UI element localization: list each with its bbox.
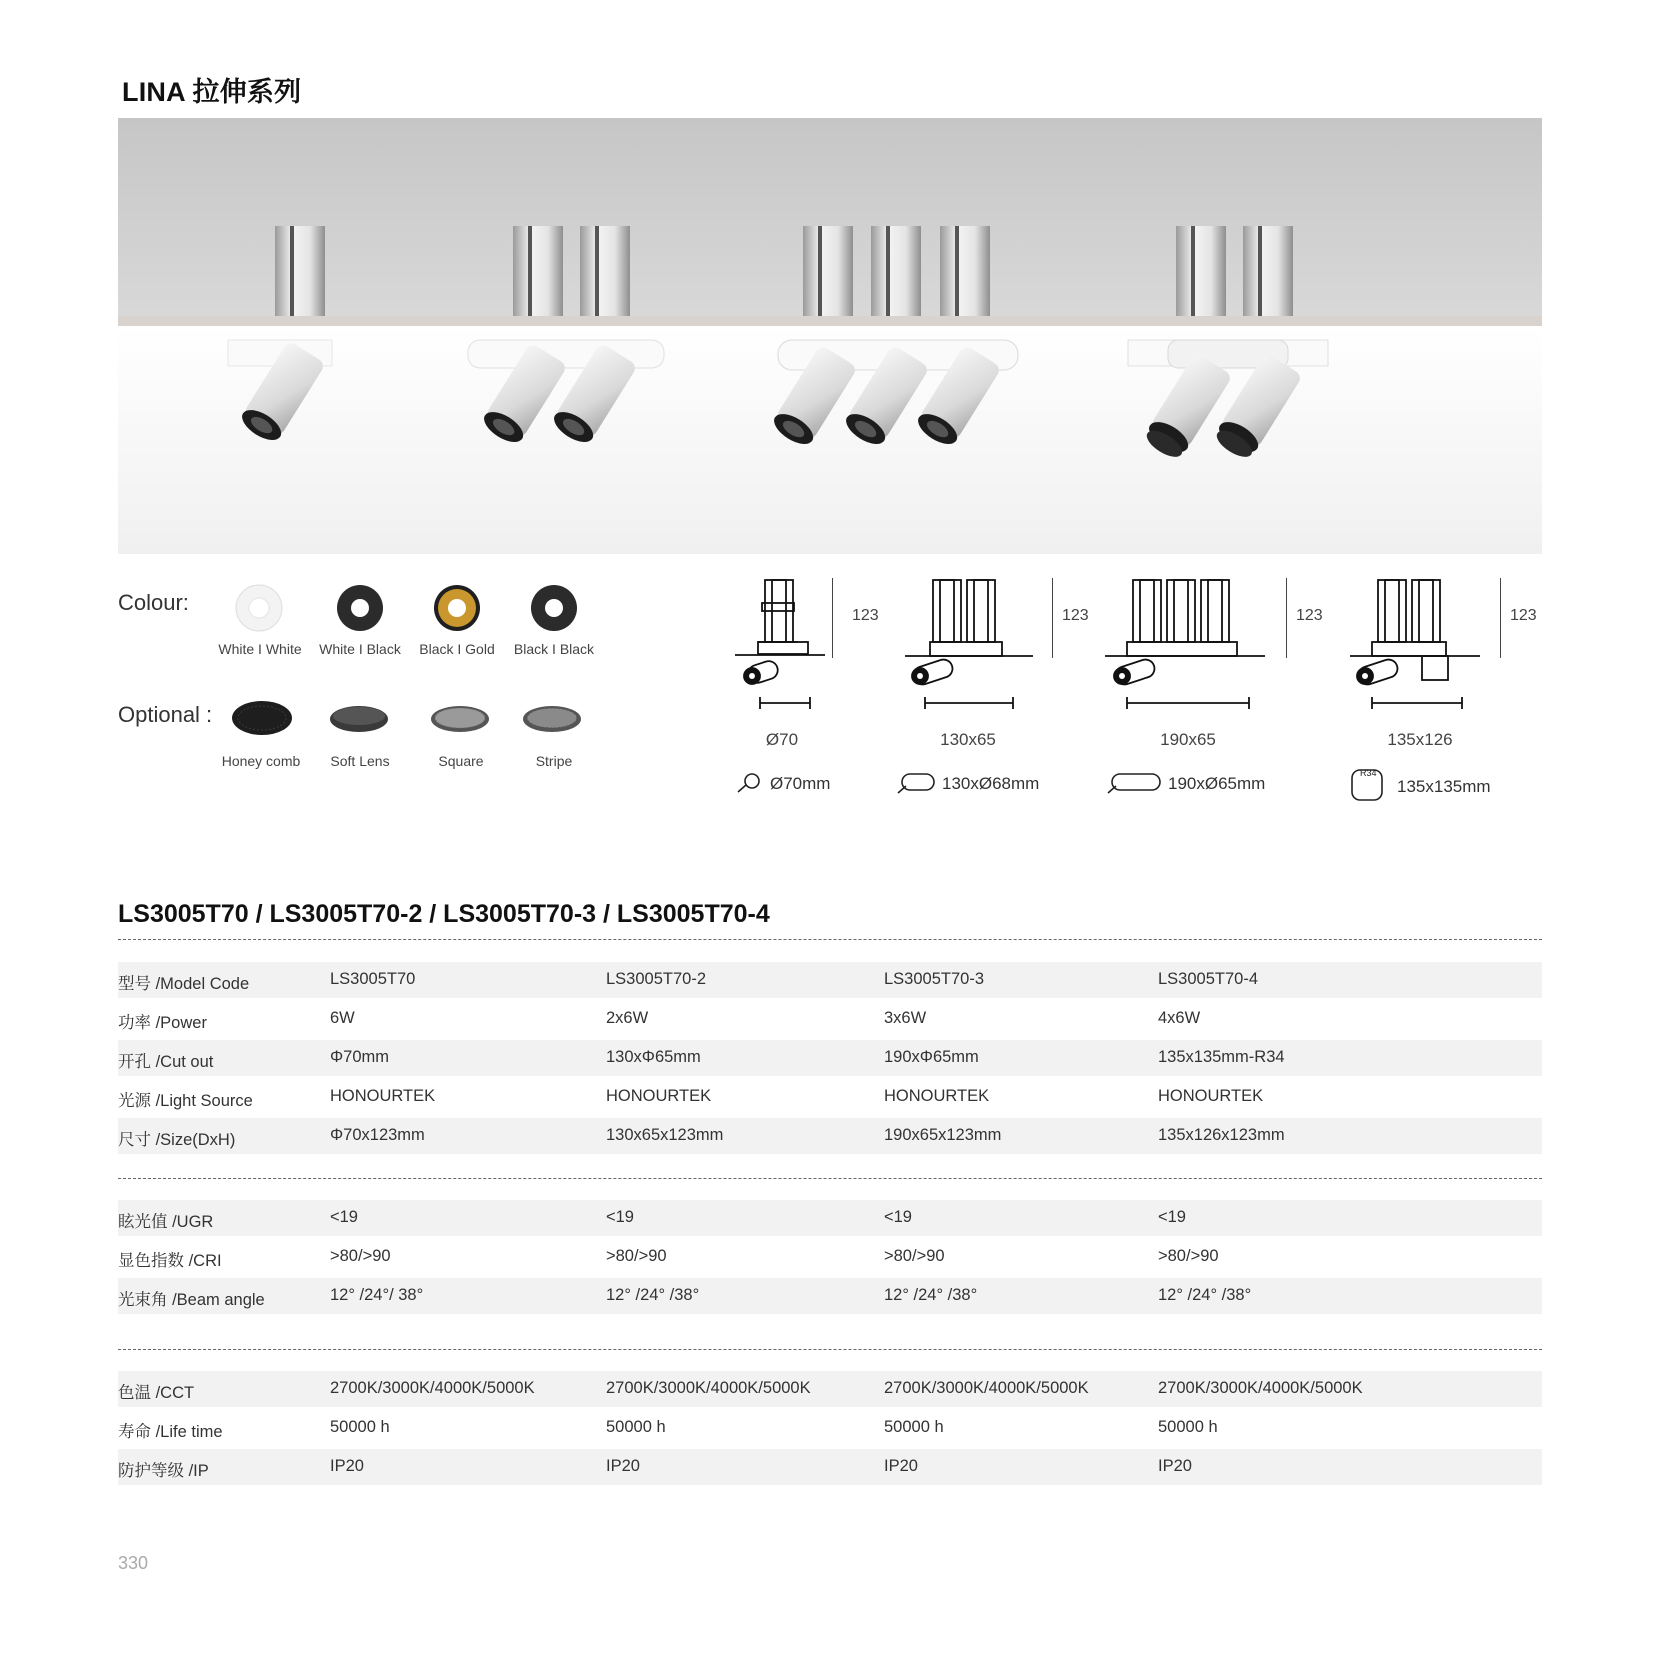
spec-value: 50000 h <box>1158 1418 1218 1436</box>
swatch-label: White I Black <box>319 641 401 657</box>
spec-key: 尺寸 /Size(DxH) <box>118 1131 236 1149</box>
cutout-label: 190xØ65mm <box>1168 774 1266 793</box>
spec-value: 12° /24° /38° <box>606 1286 700 1304</box>
spec-key: 眩光值 /UGR <box>118 1213 214 1231</box>
dimension-drawing-quad <box>1350 575 1490 720</box>
spec-key: 光束角 /Beam angle <box>118 1291 265 1309</box>
spec-value: HONOURTEK <box>1158 1087 1264 1105</box>
spec-value: 12° /24° /38° <box>884 1286 978 1304</box>
section-divider <box>118 939 1542 940</box>
spec-value: <19 <box>606 1208 634 1226</box>
optional-label: Optional : <box>118 702 213 727</box>
cutout-radius-label: R34 <box>1360 768 1377 778</box>
stripe-accessory-icon <box>520 703 584 740</box>
dimension-drawing-double <box>905 575 1035 720</box>
size-label: 190x65 <box>1160 730 1216 749</box>
spec-value: >80/>90 <box>884 1247 945 1265</box>
page-title: LINA 拉伸系列 <box>122 77 302 107</box>
spec-key: 功率 /Power <box>118 1014 207 1032</box>
height-label: 123 <box>1296 607 1323 624</box>
spec-value: 2700K/3000K/4000K/5000K <box>884 1379 1089 1397</box>
spec-value: HONOURTEK <box>884 1087 990 1105</box>
swatch-white-white <box>235 584 283 637</box>
spec-value: >80/>90 <box>330 1247 391 1265</box>
spec-value: 135x126x123mm <box>1158 1126 1285 1144</box>
spec-value: 190xΦ65mm <box>884 1048 979 1066</box>
swatch-black-gold <box>433 584 481 637</box>
spec-value: IP20 <box>330 1457 364 1475</box>
spec-row-life-time <box>118 1410 1542 1446</box>
spec-key: 型号 /Model Code <box>118 975 250 993</box>
spec-value: IP20 <box>884 1457 918 1475</box>
size-label: 135x126 <box>1387 730 1453 749</box>
spec-key: 防护等级 /IP <box>118 1462 209 1480</box>
swatch-black-black <box>530 584 578 637</box>
spec-row-cri <box>118 1239 1542 1275</box>
spec-row-light-source <box>118 1079 1542 1115</box>
honeycomb-accessory-icon <box>230 698 294 743</box>
spec-row-cut-out <box>118 1040 1542 1076</box>
optional-item-label: Square <box>438 753 484 769</box>
spec-value: >80/>90 <box>1158 1247 1219 1265</box>
spec-key: 寿命 /Life time <box>118 1423 223 1441</box>
spec-key: 色温 /CCT <box>118 1384 195 1402</box>
cutout-label: 130xØ68mm <box>942 774 1040 793</box>
models-heading: LS3005T70 / LS3005T70-2 / LS3005T70-3 / LS3005T70-4 <box>118 900 770 928</box>
spec-value: 3x6W <box>884 1009 927 1027</box>
spec-value: HONOURTEK <box>330 1087 436 1105</box>
cutout-oval-icon <box>1106 772 1162 799</box>
spec-row-ugr <box>118 1200 1542 1236</box>
spec-value: 12° /24°/ 38° <box>330 1286 424 1304</box>
swatch-white-black <box>336 584 384 637</box>
height-dimension-line <box>832 578 849 658</box>
spec-value: Φ70x123mm <box>330 1126 425 1144</box>
spec-value: Φ70mm <box>330 1048 390 1066</box>
section-divider <box>118 1178 1542 1179</box>
spec-value: IP20 <box>606 1457 640 1475</box>
spec-row-cct <box>118 1371 1542 1407</box>
spec-value: LS3005T70 <box>330 970 416 988</box>
spec-value: 2700K/3000K/4000K/5000K <box>330 1379 535 1397</box>
spec-value: 130xΦ65mm <box>606 1048 701 1066</box>
dimension-drawing-triple <box>1105 575 1280 720</box>
colour-label: Colour: <box>118 590 189 615</box>
spec-value: 6W <box>330 1009 355 1027</box>
height-label: 123 <box>852 607 879 624</box>
spec-row-model-code <box>118 962 1542 998</box>
swatch-label: Black I Black <box>513 641 595 657</box>
spec-value: 2700K/3000K/4000K/5000K <box>1158 1379 1363 1397</box>
square-accessory-icon <box>428 703 492 740</box>
spec-row-size <box>118 1118 1542 1154</box>
spec-value: <19 <box>1158 1208 1186 1226</box>
spec-key: 开孔 /Cut out <box>118 1053 214 1071</box>
spec-row-beam-angle <box>118 1278 1542 1314</box>
swatch-label: Black I Gold <box>419 641 495 657</box>
spec-value: 50000 h <box>330 1418 390 1436</box>
spec-value: LS3005T70-4 <box>1158 970 1258 988</box>
spec-value: >80/>90 <box>606 1247 667 1265</box>
spec-value: 4x6W <box>1158 1009 1201 1027</box>
spec-value: 130x65x123mm <box>606 1126 724 1144</box>
spec-value: 190x65x123mm <box>884 1126 1002 1144</box>
height-label: 123 <box>1062 607 1089 624</box>
cutout-round-icon <box>736 772 764 799</box>
swatch-label: White I White <box>218 641 302 657</box>
optional-item-label: Honey comb <box>221 753 301 769</box>
spec-value: 2700K/3000K/4000K/5000K <box>606 1379 811 1397</box>
cutout-label: Ø70mm <box>770 774 831 793</box>
optional-item-label: Soft Lens <box>330 753 390 769</box>
spec-value: 50000 h <box>884 1418 944 1436</box>
size-label: Ø70 <box>765 730 799 749</box>
soft-lens-accessory-icon <box>327 703 391 740</box>
spec-key: 显色指数 /CRI <box>118 1252 222 1270</box>
cutout-oval-icon <box>896 772 936 799</box>
page-number: 330 <box>118 1553 149 1573</box>
cutout-square-icon <box>1350 768 1384 802</box>
spec-value: LS3005T70-3 <box>884 970 984 988</box>
product-hero-image <box>118 118 1542 554</box>
spec-value: LS3005T70-2 <box>606 970 706 988</box>
spec-key: 光源 /Light Source <box>118 1092 253 1110</box>
optional-item-label: Stripe <box>535 753 573 769</box>
height-label: 123 <box>1510 607 1537 624</box>
cutout-label: 135x135mm <box>1397 777 1491 796</box>
spec-value: 50000 h <box>606 1418 666 1436</box>
spec-value: 12° /24° /38° <box>1158 1286 1252 1304</box>
spec-value: <19 <box>330 1208 358 1226</box>
spec-row-power <box>118 1001 1542 1037</box>
spec-value: HONOURTEK <box>606 1087 712 1105</box>
spec-value: 2x6W <box>606 1009 649 1027</box>
section-divider <box>118 1349 1542 1350</box>
size-label: 130x65 <box>940 730 996 749</box>
spec-value: 135x135mm-R34 <box>1158 1048 1285 1066</box>
spec-row-ip <box>118 1449 1542 1485</box>
spec-value: <19 <box>884 1208 912 1226</box>
spec-value: IP20 <box>1158 1457 1192 1475</box>
